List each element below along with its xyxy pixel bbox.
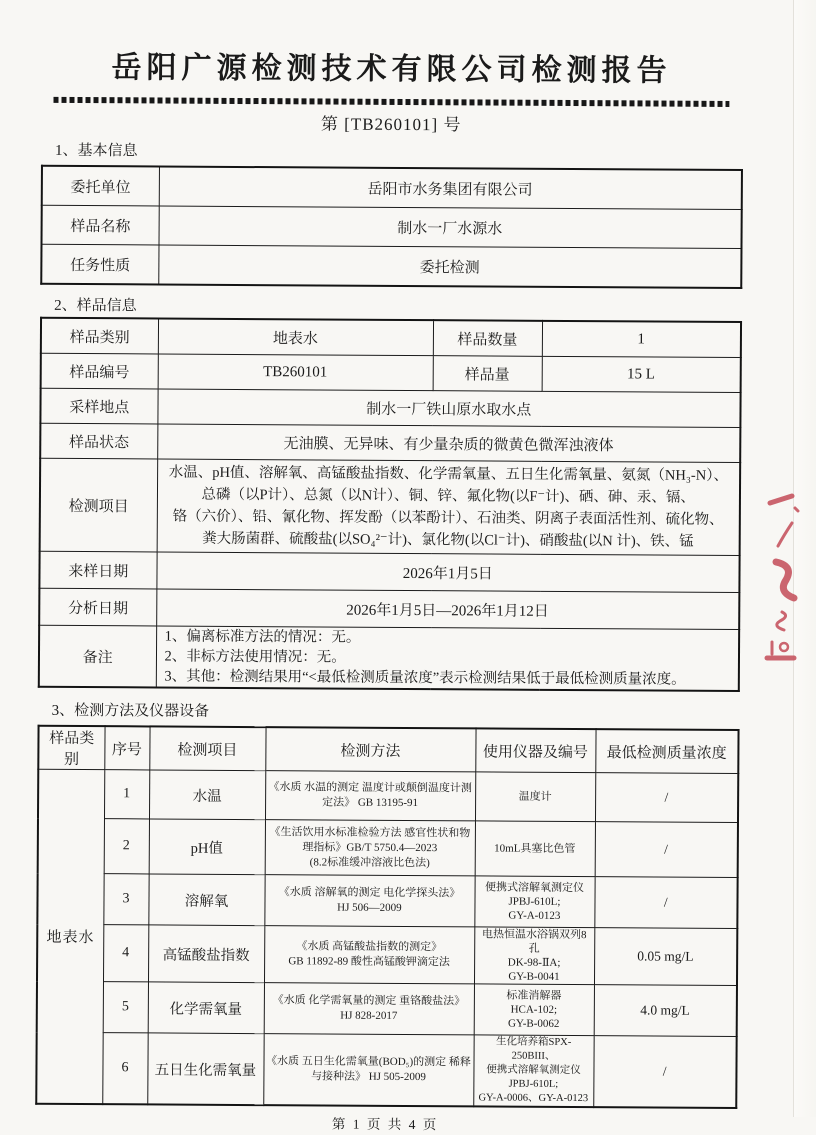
table-row: [40, 458, 741, 555]
table-row: [42, 166, 742, 210]
row-label: 样品名称: [42, 205, 159, 245]
column-header: 样品类别: [38, 726, 104, 770]
column-header: 序号: [104, 726, 149, 770]
report-number: 第 [TB260101] 号: [320, 114, 462, 135]
test-items-line: 粪大肠菌群、硫酸盐(以SO₄²⁻计)、氯化物(以Cl⁻计)、硝酸盐(以N 计)、铁、锰: [202, 530, 694, 550]
remark-line: 2、非标方法使用情况：无。: [164, 648, 346, 666]
row-label: 样品类别: [41, 318, 158, 354]
row-label: 分析日期: [39, 588, 156, 626]
table-row: [39, 625, 739, 691]
table-row: [37, 981, 737, 1036]
test-item: 溶解氧: [148, 874, 264, 926]
table-row: [39, 551, 739, 592]
test-item: 高锰酸盐指数: [148, 925, 264, 983]
row-number: 3: [103, 874, 148, 925]
sample-category-cell: 地表水: [36, 769, 104, 1104]
row-label: 任务性质: [41, 244, 158, 284]
table-header-row: [38, 726, 738, 774]
report-title: 岳阳广源检测技术有限公司检测报告: [111, 51, 672, 88]
row-value: 岳阳市水务集团有限公司: [159, 166, 742, 209]
table-row: [36, 1032, 736, 1108]
row-number: 6: [102, 1033, 147, 1105]
column-header: 最低检测质量浓度: [595, 729, 738, 773]
row-label: 样品编号: [41, 353, 158, 389]
table-row: [42, 205, 742, 248]
table-row: [39, 588, 739, 629]
instrument: 生化培养箱SPX-250BIII、 便携式溶解氧测定仪 JPBJ-610L; GY-A-0006、GY-A-0123: [473, 1035, 593, 1107]
test-method: 《水质 溶解氧的测定 电化学探头法》 HJ 506—2009: [264, 875, 474, 927]
column-header: 检测方法: [265, 727, 475, 772]
table-row: [41, 244, 741, 288]
instrument: 标准消解器 HCA-102; GY-B-0062: [474, 984, 594, 1036]
test-item: 化学需氧量: [148, 982, 264, 1034]
detection-limit: /: [595, 773, 738, 823]
test-method: 《水质 高锰酸盐指数的测定》 GB 11892-89 酸性高锰酸钾滴定法: [264, 926, 474, 984]
test-items-line: 铬（六价）、铅、氰化物、挥发酚（以苯酚计）、石油类、阴离子表面活性剂、硫化物、: [172, 508, 724, 528]
instrument: 温度计: [475, 772, 595, 822]
row-value: 无油膜、无异味、有少量杂质的微黄色微浑浊液体: [157, 424, 740, 463]
row-label: 采样地点: [40, 388, 157, 424]
detection-limit: 4.0 mg/L: [594, 985, 737, 1037]
test-items-line: 总磷（以P计）、总氮（以N计）、铜、锌、氟化物(以F⁻计)、硒、砷、汞、镉、: [201, 486, 695, 506]
row-label: 样品数量: [433, 320, 542, 356]
detection-limit: /: [594, 877, 737, 929]
row-value: 2026年1月5日—2026年1月12日: [156, 589, 739, 630]
row-label: 来样日期: [39, 551, 156, 589]
table-row: [40, 423, 740, 462]
row-value: TB260101: [158, 354, 433, 391]
row-number: 1: [104, 770, 149, 819]
section-heading-sample-info: 2、样品信息: [54, 297, 137, 315]
row-value: 15 L: [542, 356, 741, 392]
table-row: [37, 924, 737, 985]
table-row: [40, 388, 740, 427]
section-heading-methods: 3、检测方法及仪器设备: [51, 702, 210, 720]
test-method: 《水质 化学需氧量的测定 重铬酸盐法》 HJ 828-2017: [264, 983, 474, 1035]
test-item: 水温: [149, 770, 265, 820]
instrument: 10mL具塞比色管: [475, 821, 595, 877]
red-seal-fragment-icon: [762, 490, 816, 665]
remark-cell: [156, 626, 739, 691]
row-value: 委托检测: [158, 245, 741, 288]
test-method: 《水质 水温的测定 温度计或颠倒温度计测 定法》 GB 13195-91: [265, 771, 475, 821]
row-value: 1: [542, 321, 741, 358]
table-row: [38, 769, 738, 822]
test-item: 五日生化需氧量: [147, 1033, 263, 1105]
table-row: [41, 318, 741, 358]
section-heading-basic-info: 1、基本信息: [55, 142, 138, 160]
title-dotted-rule: [53, 97, 729, 107]
row-label: 备注: [39, 625, 156, 687]
row-value: 地表水: [158, 318, 433, 355]
remark-line: 3、其他：检测结果用“<最低检测质量浓度”表示检测结果低于最低检测质量浓度。: [164, 668, 686, 688]
sample-info-table: [38, 317, 742, 692]
test-item: pH值: [149, 819, 265, 875]
test-items-cell: [157, 459, 741, 556]
row-label: 委托单位: [42, 166, 159, 206]
column-header: 检测项目: [149, 726, 265, 770]
methods-table: [35, 725, 739, 1109]
row-value: 制水一厂铁山原水取水点: [157, 389, 740, 428]
basic-info-table: [40, 165, 743, 289]
row-value: 制水一厂水源水: [158, 206, 741, 249]
detection-limit: /: [595, 822, 738, 878]
row-label: 样品状态: [40, 423, 157, 459]
detection-limit: /: [593, 1036, 736, 1108]
page-indicator: 第 1 页 共 4 页: [331, 1116, 439, 1133]
instrument: 电热恒温水浴锅双列8孔 DK-98-ⅡA; GY-B-0041: [474, 927, 594, 985]
row-label: 检测项目: [40, 458, 158, 552]
test-method: 《水质 五日生化需氧量(BOD₅)的测定 稀释 与接种法》 HJ 505-2009: [263, 1034, 473, 1107]
table-row: [37, 873, 737, 928]
test-method: 《生活饮用水标准检验方法 感官性状和物 理指标》GB/T 5750.4—2023 (8.2标准缓冲溶液比色法): [265, 820, 475, 876]
table-row: [41, 353, 741, 392]
row-label: 样品量: [433, 356, 542, 392]
test-items-line: 水温、pH值、溶解氧、高锰酸盐指数、化学需氧量、五日生化需氧量、氨氮（NH₃-N）、: [168, 464, 729, 484]
detection-limit: 0.05 mg/L: [594, 928, 737, 986]
table-row: [38, 818, 738, 877]
row-value: 2026年1月5日: [156, 552, 739, 593]
row-number: 4: [103, 925, 148, 982]
instrument: 便携式溶解氧测定仪 JPBJ-610L; GY-A-0123: [474, 876, 594, 928]
row-number: 2: [104, 819, 149, 874]
column-header: 使用仪器及编号: [475, 728, 595, 772]
row-number: 5: [103, 982, 148, 1033]
remark-line: 1、偏离标准方法的情况：无。: [164, 628, 361, 646]
